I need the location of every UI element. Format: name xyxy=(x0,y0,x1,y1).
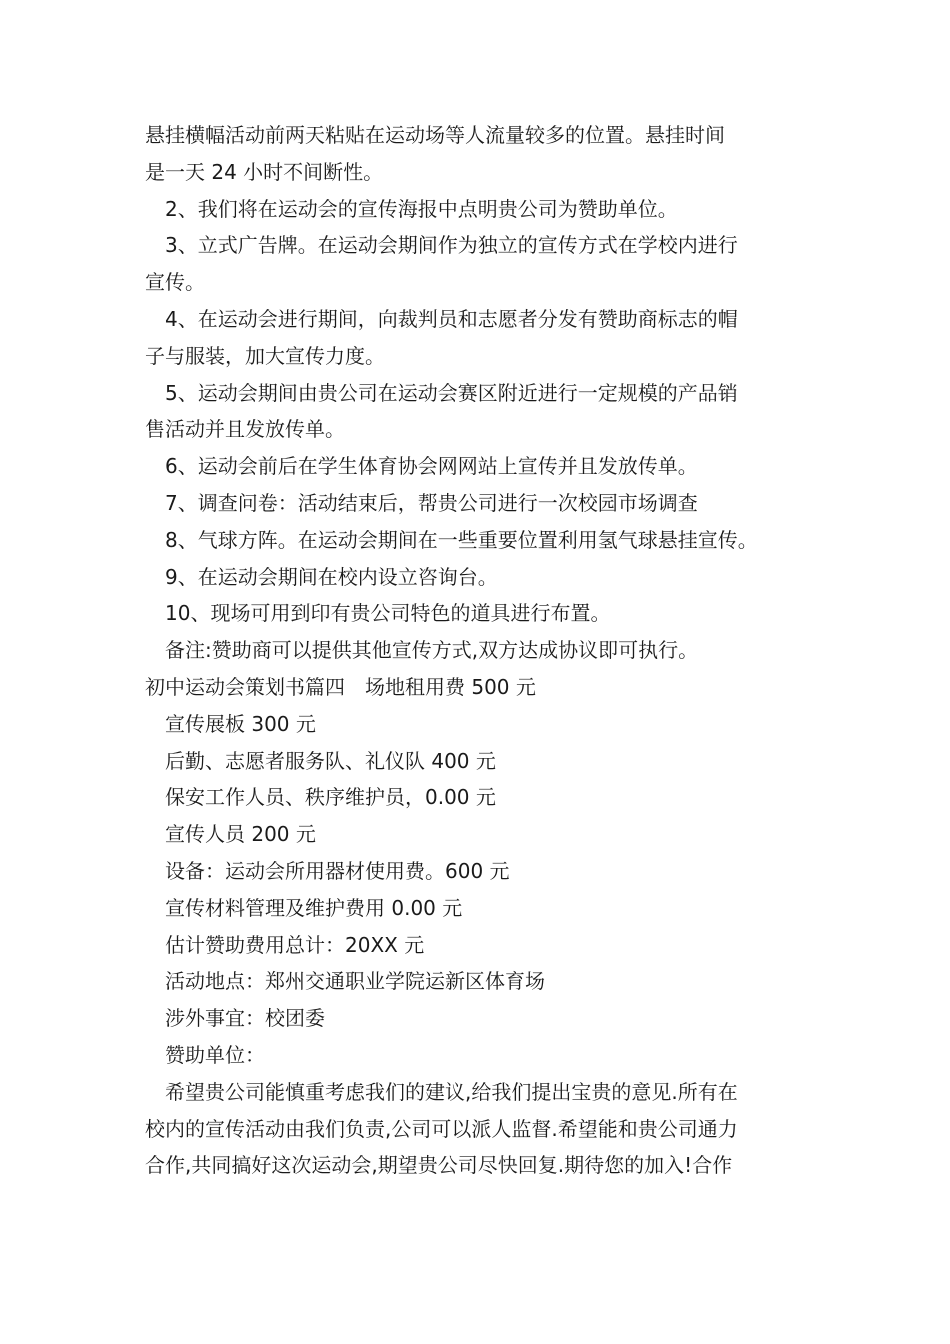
closing-paragraph-line: 校内的宣传活动由我们负责,公司可以派人监督.希望能和贵公司通力 xyxy=(145,1116,738,1141)
text-line: 宣传。 xyxy=(145,270,205,295)
budget-item: 宣传人员 200 元 xyxy=(165,822,316,847)
list-item: 5、运动会期间由贵公司在运动会赛区附近进行一定规模的产品销 xyxy=(165,380,738,405)
list-item: 2、我们将在运动会的宣传海报中点明贵公司为赞助单位。 xyxy=(165,196,678,221)
sponsor-line: 赞助单位： xyxy=(165,1042,265,1067)
text-line: 售活动并且发放传单。 xyxy=(145,417,345,442)
budget-item: 宣传展板 300 元 xyxy=(165,711,316,736)
list-item: 7、调查问卷：活动结束后，帮贵公司进行一次校园市场调查 xyxy=(165,490,698,515)
budget-total: 估计赞助费用总计：20XX 元 xyxy=(165,932,425,957)
document-body xyxy=(145,117,825,1184)
list-item: 3、立式广告牌。在运动会期间作为独立的宣传方式在学校内进行 xyxy=(165,233,738,258)
budget-item: 设备：运动会所用器材使用费。600 元 xyxy=(165,858,510,883)
list-item: 6、运动会前后在学生体育协会网网站上宣传并且发放传单。 xyxy=(165,454,698,479)
section-heading: 初中运动会策划书篇四 场地租用费 500 元 xyxy=(145,674,536,699)
text-line: 子与服装，加大宣传力度。 xyxy=(145,343,385,368)
closing-paragraph-line: 合作,共同搞好这次运动会,期望贵公司尽快回复.期待您的加入!合作 xyxy=(145,1153,733,1178)
list-item: 9、在运动会期间在校内设立咨询台。 xyxy=(165,564,498,589)
budget-item: 宣传材料管理及维护费用 0.00 元 xyxy=(165,895,463,920)
budget-item: 后勤、志愿者服务队、礼仪队 400 元 xyxy=(165,748,496,773)
note-line: 备注:赞助商可以提供其他宣传方式,双方达成协议即可执行。 xyxy=(165,638,699,663)
list-item: 8、气球方阵。在运动会期间在一些重要位置利用氢气球悬挂宣传。 xyxy=(165,527,758,552)
text-line: 是一天 24 小时不间断性。 xyxy=(145,159,384,184)
list-item: 4、在运动会进行期间，向裁判员和志愿者分发有赞助商标志的帽 xyxy=(165,306,738,331)
closing-paragraph-line: 希望贵公司能慎重考虑我们的建议,给我们提出宝贵的意见.所有在 xyxy=(165,1079,738,1104)
budget-item: 保安工作人员、秩序维护员，0.00 元 xyxy=(165,785,496,810)
contact-line: 涉外事宜：校团委 xyxy=(165,1006,325,1031)
text-line: 悬挂横幅活动前两天粘贴在运动场等人流量较多的位置。悬挂时间 xyxy=(145,123,725,147)
list-item: 10、现场可用到印有贵公司特色的道具进行布置。 xyxy=(165,601,611,626)
venue-line: 活动地点：郑州交通职业学院运新区体育场 xyxy=(165,969,545,994)
